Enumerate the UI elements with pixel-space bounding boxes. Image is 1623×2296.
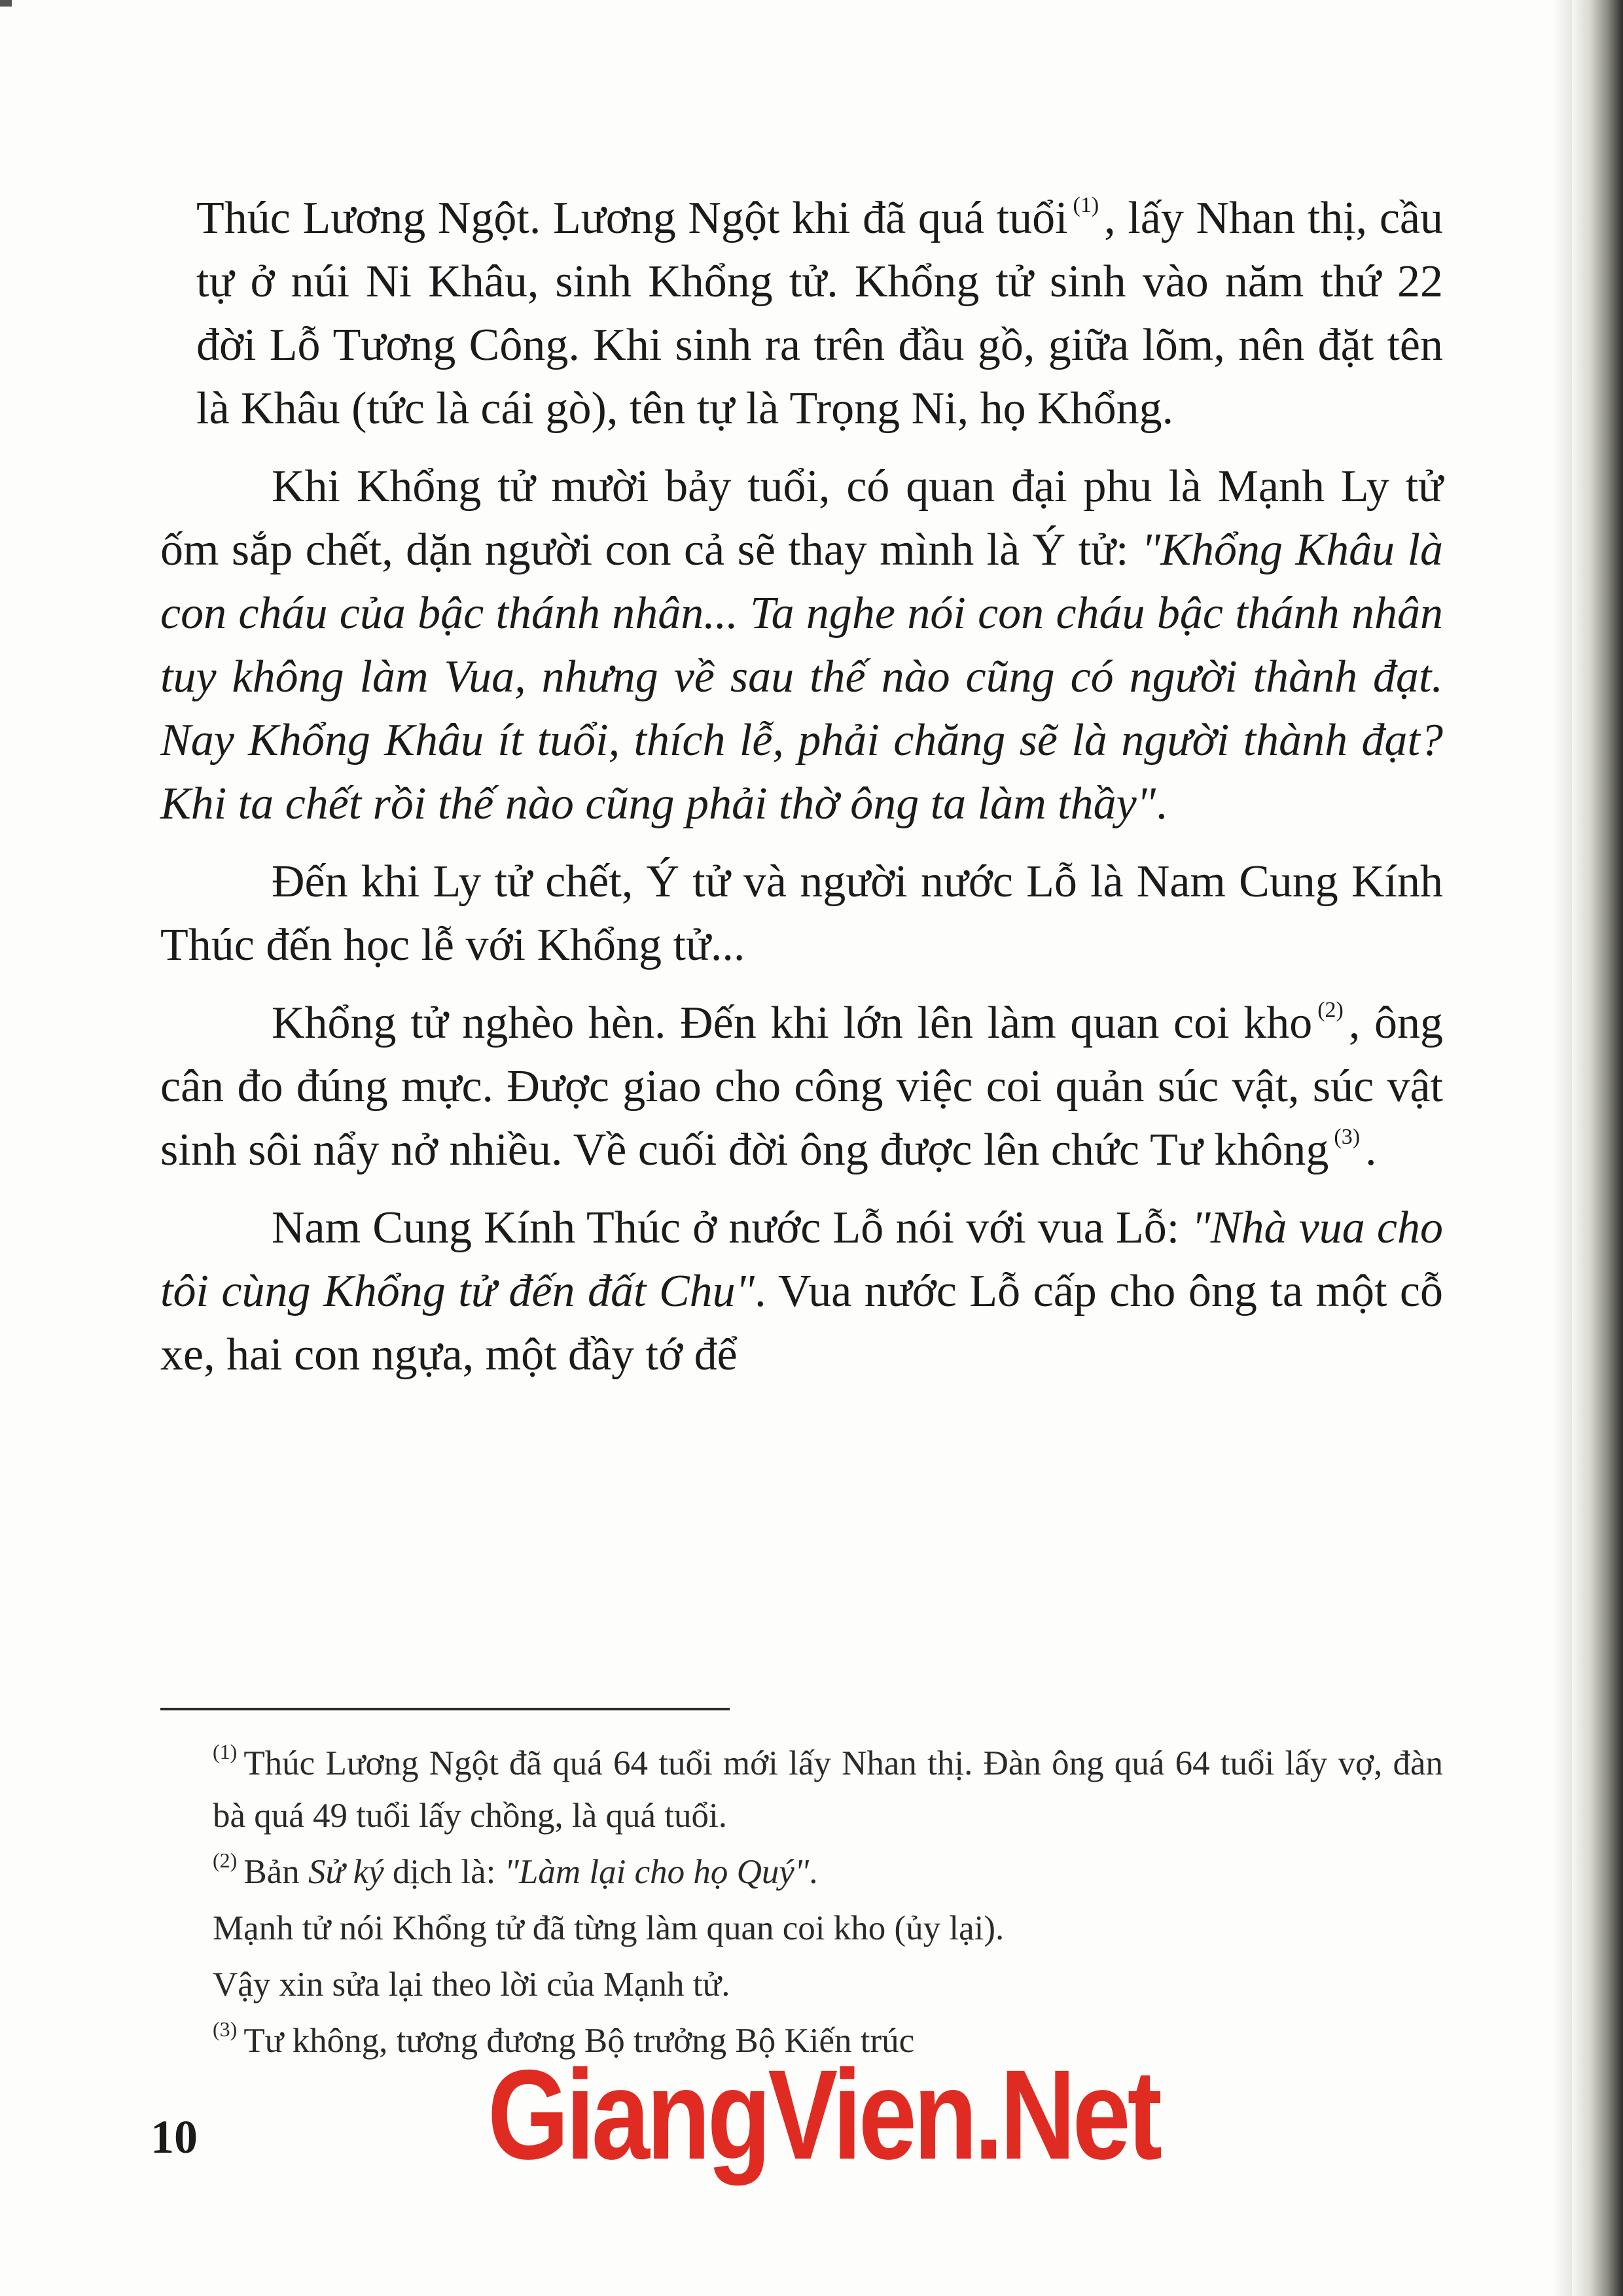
footnote-3-text: Tư không, tương đương Bộ trưởng Bộ Kiến trúc [243,2022,915,2060]
footnote-2-quote: "Làm lại cho họ Quý" [504,1853,810,1891]
body-text [160,186,1443,1401]
footnote-2-text-c: . [809,1853,818,1891]
scan-corner-mark [0,0,12,7]
watermark-logo: GiangVien.Net [488,2043,1159,2186]
paragraph-1-text-b: , lấy Nhan thị, cầu tự ở núi Ni Khâu, sinh Khổng tử. Khổng tử sinh vào năm thứ 22 đời Lỗ Tương Công. Khi sinh ra trên đầu gồ, giữa lõm, nên đặt tên là Khâu (tức là cái gò), tên tự là Trọng Ni, họ Khổng. [196,193,1443,434]
paragraph-2-quote: "Khổng Khâu là con cháu của bậc thánh nhân... Ta nghe nói con cháu bậc thánh nhân tuy không làm Vua, nhưng về sau thế nào cũng có người thành đạt. Nay Khổng Khâu ít tuổi, thích lễ, phải chăng sẽ là người thành đạt? Khi ta chết rồi thế nào cũng phải thờ ông ta làm thầy" [160,525,1443,829]
binding-shadow-inner [1552,0,1572,2296]
paragraph-4-after: . [1365,1125,1377,1175]
paragraph-1-text-a: Thúc Lương Ngột. Lương Ngột khi đã quá tuổi [196,193,1068,243]
binding-edge [1572,0,1623,2296]
paragraph-3 [160,850,1443,977]
footnote-2-text-b: dịch là: [383,1853,505,1891]
page-number: 10 [151,2111,198,2163]
footnote-2-line-2-text: Mạnh tử nói Khổng tử đã từng làm quan coi kho (ủy lại). [213,1909,1005,1947]
footnotes [160,1737,1443,2071]
footnote-2-mark: (2) [213,1848,238,1872]
footnote-2-text-a: Bản [243,1853,308,1891]
paragraph-4-text-b: , ông cân đo đúng mực. Được giao cho công việc coi quản súc vật, súc vật sinh sôi nẩy nở nhiều. Về cuối đời ông được lên chức Tư không [160,998,1443,1175]
paragraph-5-after: . Vua nước Lỗ cấp cho ông ta một cỗ xe, hai con ngựa, một đầy tớ để [160,1266,1443,1380]
footnote-ref-2: (2) [1317,998,1344,1022]
footnote-1 [160,1737,1443,1842]
footnote-2 [160,1846,1443,1898]
footnote-2-line-3 [160,1958,1443,2011]
footnote-ref-1: (1) [1073,193,1099,217]
footnote-1-mark: (1) [213,1740,238,1763]
footnote-ref-3: (3) [1334,1125,1361,1149]
paragraph-5 [160,1196,1443,1386]
footnote-2-book-title: Sử ký [308,1853,384,1891]
paragraph-4-text-a: Khổng tử nghèo hèn. Đến khi lớn lên làm quan coi kho [272,998,1313,1048]
paragraph-2-text: Khi Khổng tử mười bảy tuổi, có quan đại phu là Mạnh Ly tử ốm sắp chết, dặn người con cả sẽ thay mình là Ý tử: [160,461,1443,575]
paragraph-5-text: Nam Cung Kính Thúc ở nước Lỗ nói với vua Lỗ: [272,1203,1192,1253]
footnote-2-line-2 [160,1902,1443,1954]
paragraph-1 [160,186,1443,440]
paragraph-2-after: . [1156,779,1168,829]
paragraph-3-text: Đến khi Ly tử chết, Ý tử và người nước Lỗ là Nam Cung Kính Thúc đến học lễ với Khổng tử... [160,857,1443,970]
paragraph-5-quote: "Nhà vua cho tôi cùng Khổng tử đến đất Chu" [160,1203,1443,1316]
footnote-3-mark: (3) [213,2017,238,2041]
paragraph-2 [160,455,1443,836]
paragraph-4 [160,991,1443,1182]
footnote-1-text: Thúc Lương Ngột đã quá 64 tuổi mới lấy Nhan thị. Đàn ông quá 64 tuổi lấy vợ, đàn bà quá 49 tuổi lấy chồng, là quá tuổi. [213,1744,1443,1835]
footnote-divider [160,1708,730,1710]
footnote-2-line-3-text: Vậy xin sửa lại theo lời của Mạnh tử. [213,1966,730,2004]
